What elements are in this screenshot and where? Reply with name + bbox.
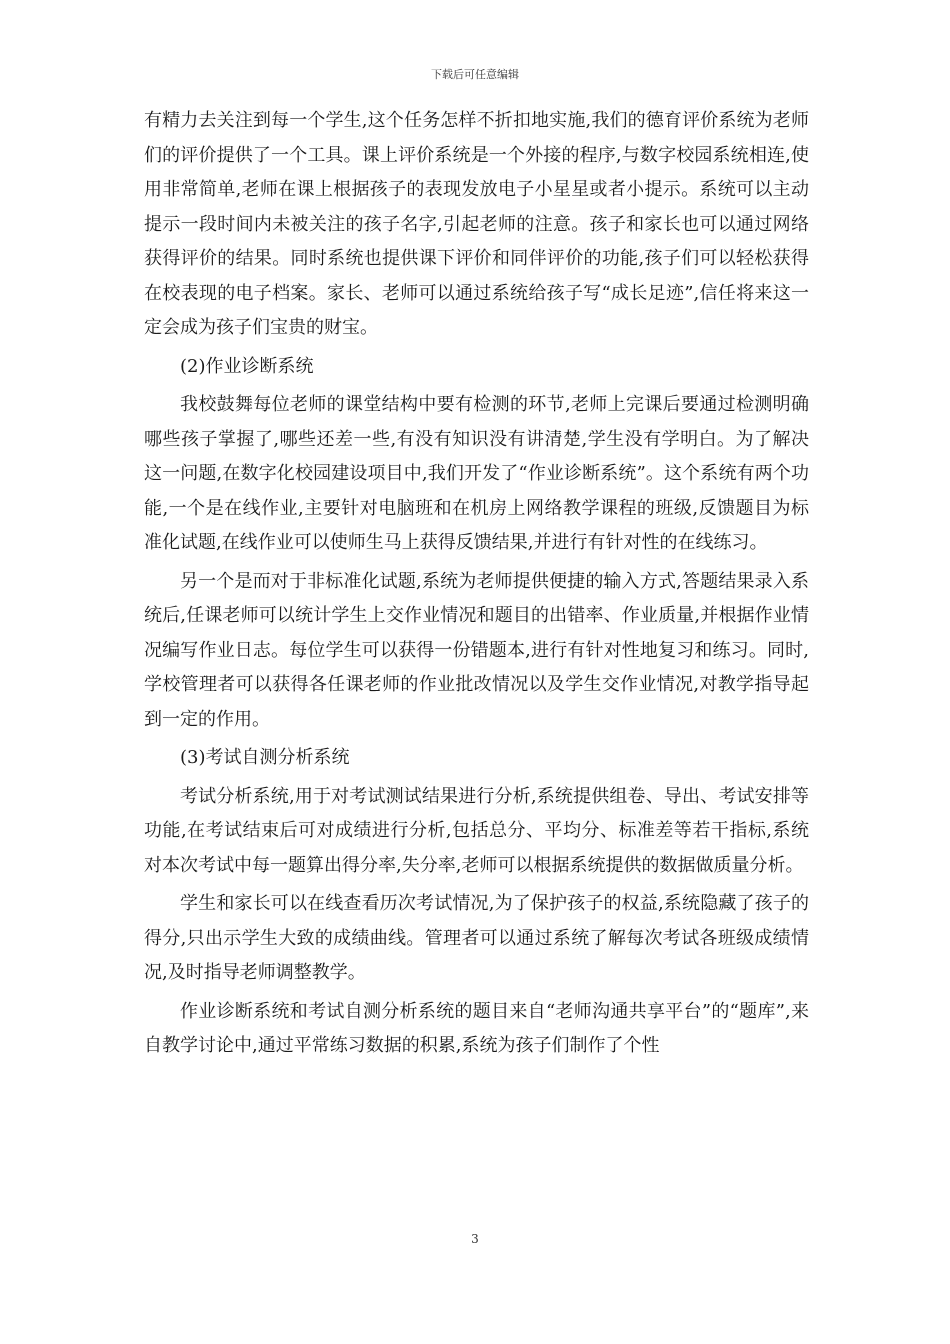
paragraph-exam-analysis-parents: 学生和家长可以在线查看历次考试情况,为了保护孩子的权益,系统隐藏了孩子的得分,只出示学生大致的成绩曲线。管理者可以通过系统了解每次考试各班级成绩情况,及时指导老师调整教学。 [144, 893, 809, 983]
paragraph-evaluation-system: 有精力去关注到每一个学生,这个任务怎样不折扣地实施,我们的德育评价系统为老师们的评价提供了一个工具。课上评价系统是一个外接的程序,与数字校园系统相连,使用非常简单,老师在课上根据孩子的表现发放电子小星星或者小提示。系统可以主动提示一段时间内未被关注的孩子名字,引起老师的注意。孩子和家长也可以通过网络获得评价的结果。同时系统也提供课下评价和同伴评价的功能,孩子们可以轻松获得在校表现的电子档案。家长、老师可以通过系统给孩子写“成长足迹”,信任将来这一定会成为孩子们宝贵的财宝。 [144, 110, 809, 338]
paragraph-question-bank: 作业诊断系统和考试自测分析系统的题目来自“老师沟通共享平台”的“题库”,来自教学讨论中,通过平常练习数据的积累,系统为孩子们制作了个性 [144, 1000, 809, 1056]
paragraph-exam-analysis-intro: 考试分析系统,用于对考试测试结果进行分析,系统提供组卷、导出、考试安排等功能,在考试结束后可对成绩进行分析,包括总分、平均分、标准差等若干指标,系统对本次考试中每一题算出得分率,失分率,老师可以根据系统提供的数据做质量分析。 [144, 785, 809, 876]
page-header: 下载后可任意编辑 [431, 68, 519, 81]
page-number: 3 [471, 1232, 479, 1246]
section-heading-exam-analysis: (3)考试自测分析系统 [180, 747, 350, 768]
section-heading-homework-diagnosis: (2)作业诊断系统 [180, 355, 314, 377]
paragraph-homework-diagnosis-intro: 我校鼓舞每位老师的课堂结构中要有检测的环节,老师上完课后要通过检测明确哪些孩子掌握了,哪些还差一些,有没有知识没有讲清楚,学生没有学明白。为了解决这一问题,在数字化校园建设项目中,我们开发了“作业诊断系统”。这个系统有两个功能,一个是在线作业,主要针对电脑班和在机房上网络教学课程的班级,反馈题目为标准化试题,在线作业可以使师生马上获得反馈结果,并进行有针对性的在线练习。 [144, 394, 809, 553]
document-body [144, 104, 809, 1064]
paragraph-homework-diagnosis-nonstandard: 另一个是而对于非标准化试题,系统为老师提供便捷的输入方式,答题结果录入系统后,任课老师可以统计学生上交作业情况和题目的出错率、作业质量,并根据作业情况编写作业日志。每位学生可以获得一份错题本,进行有针对性地复习和练习。同时,学校管理者可以获得各任课老师的作业批改情况以及学生交作业情况,对教学指导起到一定的作用。 [144, 570, 809, 730]
